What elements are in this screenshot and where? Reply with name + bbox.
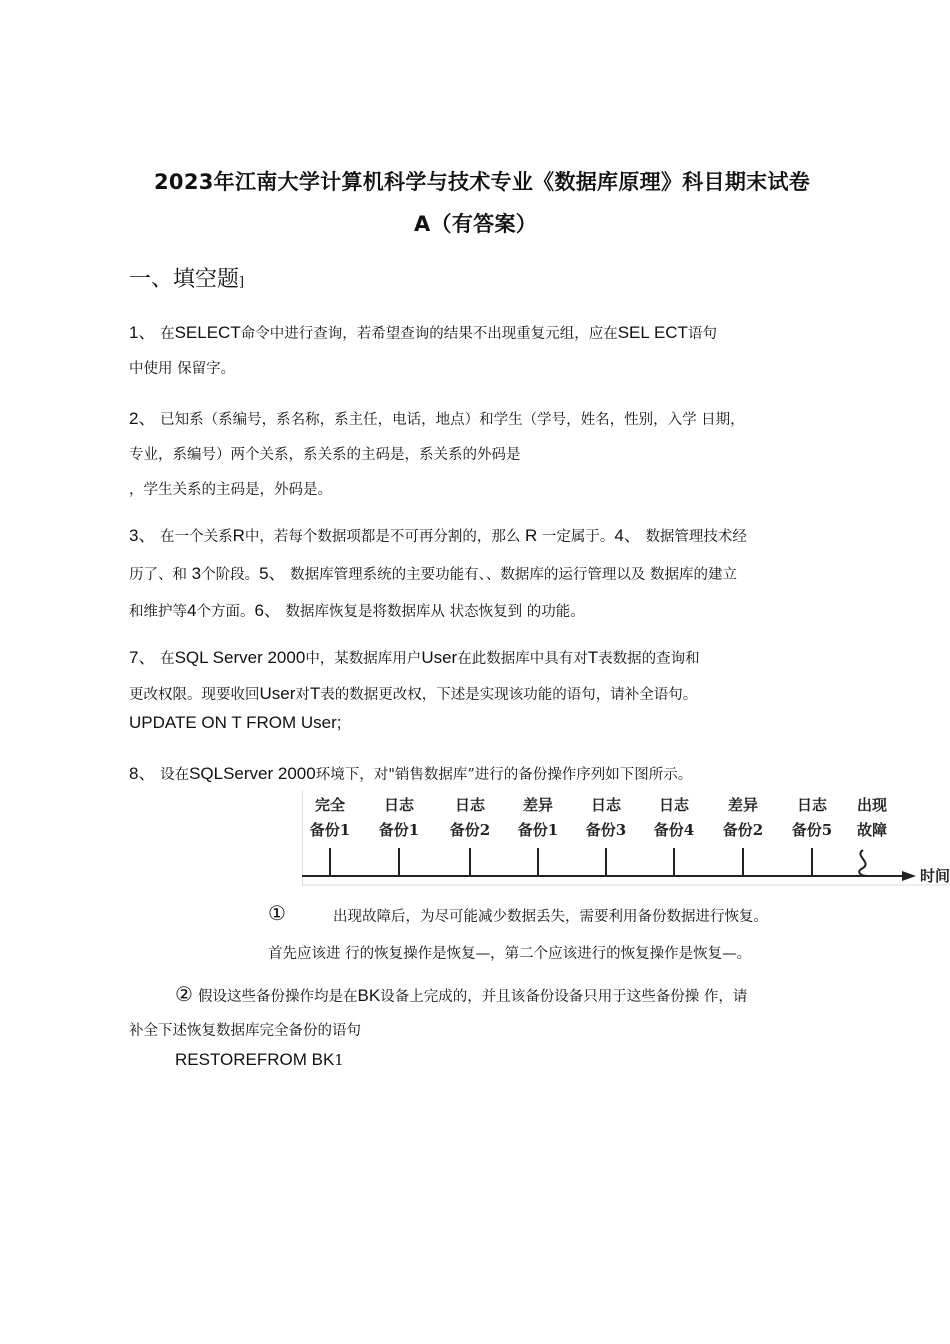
text: 对 — [295, 687, 310, 703]
timeline-label-bottom: 备份2 — [449, 821, 491, 839]
text: SQL Server 2000 — [174, 648, 306, 667]
question-number: 8、 — [129, 764, 156, 783]
timeline-label-bottom: 备份1 — [517, 821, 559, 839]
text: SQLServer 2000 — [189, 764, 316, 783]
question-1-line1 — [129, 318, 717, 343]
question-number: 1、 — [129, 323, 156, 342]
text: BK — [357, 986, 381, 1005]
document-title-line2: A（有答案） — [414, 212, 538, 236]
section-heading — [129, 262, 244, 293]
timeline-label-bottom: 备份1 — [309, 821, 351, 839]
text: 历了、和 — [129, 567, 187, 583]
text: 在此数据库中具有对 — [457, 651, 588, 667]
text: 在 — [160, 651, 175, 667]
question-8-line1 — [129, 759, 692, 784]
question-7-sql: UPDATE ON T FROM User; — [129, 713, 342, 732]
question-number: 4、 — [614, 526, 641, 545]
timeline-label-bottom: 备份2 — [722, 821, 764, 839]
timeline-label-top: 出现 — [856, 796, 888, 814]
part-1-line2: 首先应该进 行的恢复操作是恢复—，第二个应该进行的恢复操作是恢复—。 — [268, 946, 752, 962]
document-title-line1: 2023年江南大学计算机科学与技术专业《数据库原理》科目期末试卷 — [154, 170, 811, 194]
timeline-label-top: 差异 — [522, 796, 554, 814]
question-3-line2 — [129, 559, 737, 584]
text: 中，某数据库用户 — [305, 651, 422, 667]
text: User — [259, 684, 296, 703]
text: 在 — [160, 326, 175, 342]
timeline-label-top: 日志 — [796, 796, 828, 814]
section-heading-text: 一、填空题 — [129, 267, 240, 292]
text: 命令中进行查询，若希望查询的结果不出现重复元组，应在 — [240, 326, 618, 342]
text: 数据管理技术经 — [645, 529, 747, 545]
text: 数据库管理系统的主要功能有、、数据库的运行管理以及 数据库的建立 — [290, 567, 738, 583]
text: 已知系（系编号，系名称，系主任，电话，地点）和学生（学号，姓名，性别，入学 日期， — [160, 412, 745, 428]
timeline-label-bottom: 备份5 — [791, 821, 833, 839]
text: 中，若每个数据项都是不可再分割的，那么 — [244, 529, 521, 545]
question-number: 7、 — [129, 648, 156, 667]
text: 4 — [187, 601, 197, 620]
question-3-line3 — [129, 596, 585, 621]
text: 环境下，对"销售数据库”进行的备份操作序列如下图所示。 — [315, 767, 693, 783]
text: R — [524, 526, 538, 545]
text: T — [587, 648, 599, 667]
text: R — [232, 526, 245, 545]
timeline-label-top: 日志 — [658, 796, 690, 814]
text: 和维护等 — [129, 604, 187, 620]
text: 个阶段。 — [201, 567, 260, 583]
timeline-label-top: 日志 — [383, 796, 415, 814]
question-number: 3、 — [129, 526, 156, 545]
text: 一定属于。 — [541, 529, 615, 545]
part-1-marker: ① — [268, 901, 286, 925]
timeline-label-bottom: 故障 — [856, 821, 888, 839]
text: 语句 — [687, 326, 717, 342]
text: 设在 — [160, 767, 190, 783]
question-1-line2: 中使用 保留字。 — [129, 361, 236, 377]
text: SELECT — [174, 323, 241, 342]
text: 表的数据更改权，下述是实现该功能的语句，请补全语句。 — [320, 687, 698, 703]
part-2-line1 — [175, 982, 747, 1006]
backup-timeline-figure — [302, 790, 950, 886]
question-number: 2、 — [129, 409, 156, 428]
text: RESTOREFROM BK — [175, 1050, 335, 1069]
timeline-axis-label: 时间 — [920, 867, 950, 885]
text: 3 — [191, 564, 202, 583]
section-heading-mark: ] — [239, 275, 245, 290]
question-7-line2 — [129, 683, 697, 704]
timeline-label-bottom: 备份4 — [653, 821, 695, 839]
text: 更改权限。现要收回 — [129, 687, 260, 703]
text: SEL ECT — [617, 323, 688, 342]
text: 数据库恢复是将数据库从 状态恢复到 的功能。 — [285, 604, 585, 620]
question-number: 6、 — [254, 601, 281, 620]
part-1-line1: 出现故障后，为尽可能减少数据丢失，需要利用备份数据进行恢复。 — [333, 909, 768, 925]
text: 1 — [334, 1053, 344, 1069]
timeline-label-top: 完全 — [314, 796, 346, 814]
timeline-label-top: 差异 — [727, 796, 759, 814]
question-3-line1 — [129, 521, 747, 546]
text: 假设这些备份操作均是在 — [198, 989, 358, 1005]
question-7-line1 — [129, 643, 700, 668]
part-2-sql — [175, 1050, 344, 1070]
text: 表数据的查询和 — [598, 651, 700, 667]
timeline-arrow-head — [902, 871, 916, 881]
question-number: 5、 — [259, 564, 286, 583]
text: 个方面。 — [196, 604, 255, 620]
question-2-line3: ，学生关系的主码是，外码是。 — [129, 482, 332, 498]
part-2-marker: ② — [175, 982, 193, 1006]
text: User — [421, 648, 458, 667]
timeline-label-bottom: 备份3 — [585, 821, 627, 839]
timeline-label-top: 日志 — [590, 796, 622, 814]
text: 在一个关系 — [160, 529, 233, 545]
failure-squiggle — [859, 850, 868, 876]
timeline-label-bottom: 备份1 — [378, 821, 420, 839]
question-2-line2: 专业，系编号）两个关系，系关系的主码是，系关系的外码是 — [129, 447, 521, 463]
part-2-line2: 补全下述恢复数据库完全备份的语句 — [129, 1023, 361, 1039]
timeline-label-top: 日志 — [454, 796, 486, 814]
question-2-line1 — [129, 404, 745, 429]
text: 设备上完成的，并且该备份设备只用于这些备份操 作，请 — [380, 989, 748, 1005]
text: T — [309, 684, 321, 703]
